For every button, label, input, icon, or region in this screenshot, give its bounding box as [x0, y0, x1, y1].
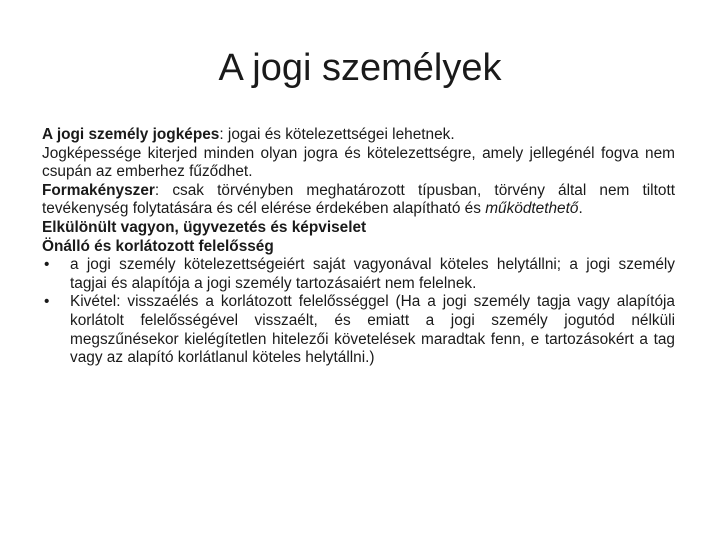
term-form-constraint: Formakényszer — [42, 181, 155, 199]
bullet-icon: • — [44, 256, 50, 274]
bullet-list — [42, 256, 675, 368]
paragraph-legal-capacity — [42, 126, 675, 145]
list-item — [42, 256, 675, 293]
heading-separate-assets: Elkülönült vagyon, ügyvezetés és képviselet — [42, 218, 367, 236]
list-item — [42, 293, 675, 367]
slide-title: A jogi személyek — [218, 47, 502, 89]
list-item-text: a jogi személy kötelezettségeiért saját vagyonával köteles helytállni; a jogi személy tagjai és alapítója a jogi személy tartozásaiért nem felelnek. — [70, 256, 675, 292]
paragraph-legal-capacity-text: : jogai és kötelezettségei lehetnek. — [219, 126, 455, 143]
slide-body — [42, 126, 675, 368]
paragraph-capacity-scope: Jogképessége kiterjed minden olyan jogra és kötelezettségre, amely jellegénél fogva nem csupán az emberhez fűződhet. — [42, 144, 675, 181]
term-legal-capacity: A jogi személy jogképes — [42, 126, 220, 143]
heading-limited-liability: Önálló és korlátozott felelősség — [42, 237, 274, 255]
paragraph-form-constraint-text: : csak törvényben meghatározott típusban, törvény által nem tiltott tevékenység folytatására és cél elérése érdekében alapítható és — [42, 181, 675, 218]
paragraph-form-constraint — [42, 182, 675, 219]
bullet-icon: • — [44, 293, 50, 311]
paragraph-form-constraint-end: . — [578, 200, 583, 218]
paragraph-form-constraint-italic: működtethető — [485, 200, 579, 218]
list-item-text: Kivétel: visszaélés a korlátozott felelősséggel (Ha a jogi személy tagja vagy alapítója korlátolt felelősségével visszaélt, és emiatt a jogi személy jogutód nélküli megszűnésekor kielégítetlen hitelezői követelések maradtak fenn, e tartozásokért a tag vagy az alapító korlátlanul köteles helytállni.) — [70, 293, 675, 367]
